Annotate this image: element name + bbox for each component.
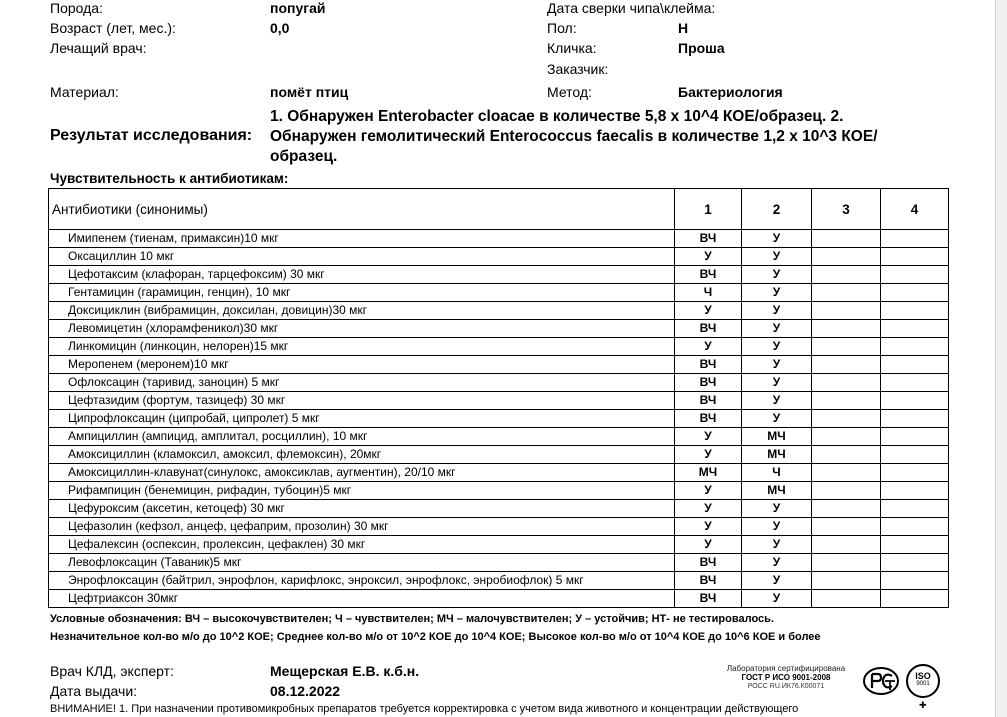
breed-label: Порода:: [50, 0, 103, 16]
result-col-2: Ч: [742, 464, 812, 482]
antibiotics-table: [48, 188, 949, 608]
result-col-4: [881, 464, 949, 482]
result-col-3: [812, 428, 881, 446]
result-col-4: [881, 356, 949, 374]
customer-label: Заказчик:: [547, 61, 609, 77]
result-col-3: [812, 266, 881, 284]
table-row: [49, 554, 949, 572]
result-col-4: [881, 572, 949, 590]
result-col-1: ВЧ: [675, 374, 742, 392]
issue-date-value: 08.12.2022: [270, 683, 341, 699]
table-header-row: [49, 189, 949, 230]
name-value: Проша: [678, 40, 725, 56]
material-value: помёт птиц: [270, 84, 349, 100]
antibiotic-name: Цефтриаксон 30мкг: [49, 590, 675, 608]
result-col-3: [812, 284, 881, 302]
result-col-3: [812, 518, 881, 536]
iso-title: ISO: [915, 671, 931, 681]
antibiotic-name: Энрофлоксацин (байтрил, энрофлон, карифлокс, энроксил, энрофлокс, энробиофлок) 5 мкг: [49, 572, 675, 590]
result-col-4: [881, 590, 949, 608]
result-col-1: У: [675, 428, 742, 446]
certification-block: [716, 664, 856, 691]
result-col-2: У: [742, 302, 812, 320]
certification-line-2: ГОСТ Р ИСО 9001-2008: [741, 673, 831, 682]
result-col-3: [812, 446, 881, 464]
table-row: [49, 338, 949, 356]
result-col-4: [881, 230, 949, 248]
antibiotic-name: Ципрофлоксацин (ципробай, ципролет) 5 мкг: [49, 410, 675, 428]
result-col-2: У: [742, 536, 812, 554]
breed-value: попугай: [270, 0, 326, 16]
antibiotic-name: Левомицетин (хлорамфеникол)30 мкг: [49, 320, 675, 338]
result-col-4: [881, 428, 949, 446]
antibiotic-name: Левофлоксацин (Таваник)5 мкг: [49, 554, 675, 572]
result-col-3: [812, 248, 881, 266]
chip-label: Дата сверки чипа\клейма:: [547, 0, 716, 16]
result-col-4: [881, 248, 949, 266]
pct-logo-icon: [862, 666, 900, 696]
result-text: 1. Обнаружен Enterobacter cloacae в количестве 5,8 x 10^4 КОЕ/образец. 2. Обнаружен гемолитический Enterococcus faecalis в количестве 1,2 x 10^3 КОЕ/образец.: [270, 108, 878, 165]
result-col-3: [812, 554, 881, 572]
result-col-1: У: [675, 482, 742, 500]
result-col-2: У: [742, 338, 812, 356]
result-col-1: У: [675, 248, 742, 266]
result-col-1: ВЧ: [675, 410, 742, 428]
antibiotic-name: Амоксициллин-клавунат(синулокс, амоксиклав, аугментин), 20/10 мкг: [49, 464, 675, 482]
result-col-3: [812, 482, 881, 500]
legend-line-1: Условные обозначения: ВЧ – высокочувствителен; Ч – чувствителен; МЧ – малочувствителен; У – устойчив; НТ- не тестировалось.: [50, 613, 774, 625]
result-col-1: МЧ: [675, 464, 742, 482]
table-row: [49, 320, 949, 338]
result-col-4: [881, 392, 949, 410]
result-col-4: [881, 302, 949, 320]
result-col-3: [812, 230, 881, 248]
column-header-1: 1: [675, 189, 742, 230]
table-row: [49, 500, 949, 518]
result-col-1: ВЧ: [675, 590, 742, 608]
table-row: [49, 446, 949, 464]
table-row: [49, 482, 949, 500]
result-col-3: [812, 410, 881, 428]
table-row: [49, 590, 949, 608]
result-col-1: ВЧ: [675, 266, 742, 284]
result-col-4: [881, 536, 949, 554]
age-label: Возраст (лет, мес.):: [50, 20, 176, 36]
antibiotic-name: Цефтазидим (фортум, тазицеф) 30 мкг: [49, 392, 675, 410]
result-col-1: У: [675, 500, 742, 518]
result-col-2: У: [742, 230, 812, 248]
column-header-3: 3: [812, 189, 881, 230]
table-row: [49, 392, 949, 410]
result-col-3: [812, 356, 881, 374]
table-row: [49, 266, 949, 284]
warning-text: ВНИМАНИЕ! 1. При назначении противомикробных препаратов требуется корректировка с учетом вида животного и концентрации действующего: [50, 703, 799, 715]
result-col-4: [881, 266, 949, 284]
result-col-4: [881, 284, 949, 302]
result-col-2: У: [742, 248, 812, 266]
result-col-3: [812, 320, 881, 338]
antibiotic-name: Ампициллин (ампицид, амплитал, росциллин), 10 мкг: [49, 428, 675, 446]
iso-logo-icon: [906, 664, 940, 698]
result-col-1: Ч: [675, 284, 742, 302]
result-col-2: МЧ: [742, 446, 812, 464]
iso-number: 9001: [916, 681, 930, 687]
result-col-3: [812, 572, 881, 590]
result-col-4: [881, 482, 949, 500]
column-header-4: 4: [881, 189, 949, 230]
table-row: [49, 410, 949, 428]
method-value: Бактериология: [678, 84, 783, 100]
result-col-1: ВЧ: [675, 392, 742, 410]
result-col-4: [881, 518, 949, 536]
antibiotic-name: Оксациллин 10 мкг: [49, 248, 675, 266]
name-label: Кличка:: [547, 40, 597, 56]
result-col-1: ВЧ: [675, 572, 742, 590]
legend-line-2: Незначительное кол-во м/о до 10^2 КОЕ; Среднее кол-во м/о от 10^2 КОЕ до 10^4 КОЕ; Высокое кол-во м/о от 10^4 КОЕ до 10^6 КОЕ и более: [50, 631, 821, 643]
result-col-3: [812, 590, 881, 608]
age-value: 0,0: [270, 20, 290, 36]
table-row: [49, 518, 949, 536]
table-row: [49, 302, 949, 320]
result-col-2: У: [742, 518, 812, 536]
result-col-4: [881, 320, 949, 338]
table-row: [49, 356, 949, 374]
result-col-4: [881, 410, 949, 428]
certification-line-1: Лаборатория сертифицирована: [726, 664, 846, 673]
result-col-1: ВЧ: [675, 356, 742, 374]
result-col-2: У: [742, 284, 812, 302]
antibiotic-name: Амоксициллин (кламоксил, амоксил, флемоксин), 20мкг: [49, 446, 675, 464]
method-label: Метод:: [547, 84, 592, 100]
antibiotic-name: Цефуроксим (аксетин, кетоцеф) 30 мкг: [49, 500, 675, 518]
result-col-1: У: [675, 518, 742, 536]
table-row: [49, 374, 949, 392]
material-label: Материал:: [50, 84, 119, 100]
result-col-4: [881, 446, 949, 464]
result-col-1: ВЧ: [675, 320, 742, 338]
result-col-2: МЧ: [742, 482, 812, 500]
result-col-2: У: [742, 356, 812, 374]
result-col-3: [812, 536, 881, 554]
issue-date-label: Дата выдачи:: [50, 683, 138, 699]
result-col-4: [881, 374, 949, 392]
result-col-3: [812, 392, 881, 410]
result-col-4: [881, 338, 949, 356]
result-col-2: У: [742, 590, 812, 608]
expert-value: Мещерская Е.В. к.б.н.: [270, 663, 420, 679]
sex-value: Н: [678, 20, 689, 36]
result-col-4: [881, 500, 949, 518]
column-header-2: 2: [742, 189, 812, 230]
result-col-1: У: [675, 338, 742, 356]
antibiotic-name: Офлоксацин (таривид, заноцин) 5 мкг: [49, 374, 675, 392]
result-col-3: [812, 338, 881, 356]
result-col-4: [881, 554, 949, 572]
antibiotic-name: Доксициклин (вибрамицин, доксилан, довицин)30 мкг: [49, 302, 675, 320]
antibiotic-name: Гентамицин (гарамицин, генцин), 10 мкг: [49, 284, 675, 302]
result-col-2: У: [742, 410, 812, 428]
result-col-1: У: [675, 302, 742, 320]
table-row: [49, 428, 949, 446]
table-row: [49, 572, 949, 590]
antibiotic-name: Рифампицин (бенемицин, рифадин, тубоцин)5 мкг: [49, 482, 675, 500]
result-col-3: [812, 302, 881, 320]
antibiotic-name: Цефотаксим (клафоран, тарцефоксим) 30 мкг: [49, 266, 675, 284]
result-col-2: У: [742, 320, 812, 338]
antibiotic-name: Линкомицин (линкоцин, нелорен)15 мкг: [49, 338, 675, 356]
table-row: [49, 464, 949, 482]
result-col-2: У: [742, 374, 812, 392]
result-col-2: У: [742, 266, 812, 284]
antibiotic-name: Имипенем (тиенам, примаксин)10 мкг: [49, 230, 675, 248]
page-edge: [995, 0, 1007, 717]
column-header-antibiotics: Антибиотики (синонимы): [49, 189, 675, 230]
antibiotic-name: Меропенем (меронем)10 мкг: [49, 356, 675, 374]
result-col-1: У: [675, 536, 742, 554]
certification-line-3: РОСС RU.ИК76.К00071: [747, 683, 825, 690]
sensitivity-title: Чувствительность к антибиотикам:: [50, 171, 289, 186]
result-col-2: У: [742, 554, 812, 572]
table-row: [49, 536, 949, 554]
result-col-2: МЧ: [742, 428, 812, 446]
table-row: [49, 230, 949, 248]
result-col-3: [812, 500, 881, 518]
antibiotics-table-body: [49, 230, 949, 608]
expert-label: Врач КЛД, эксперт:: [50, 663, 174, 679]
plus-icon: ✚: [919, 700, 927, 710]
result-col-2: У: [742, 392, 812, 410]
result-col-1: У: [675, 446, 742, 464]
table-row: [49, 284, 949, 302]
antibiotic-name: Цефазолин (кефзол, анцеф, цефаприм, прозолин) 30 мкг: [49, 518, 675, 536]
result-col-3: [812, 374, 881, 392]
result-col-1: ВЧ: [675, 230, 742, 248]
table-row: [49, 248, 949, 266]
sex-label: Пол:: [547, 20, 577, 36]
doctor-label: Лечащий врач:: [50, 40, 147, 56]
result-col-1: ВЧ: [675, 554, 742, 572]
result-col-2: У: [742, 572, 812, 590]
antibiotic-name: Цефалексин (оспексин, пролексин, цефаклен) 30 мкг: [49, 536, 675, 554]
result-col-3: [812, 464, 881, 482]
result-col-2: У: [742, 500, 812, 518]
result-label: Результат исследования:: [50, 127, 253, 144]
